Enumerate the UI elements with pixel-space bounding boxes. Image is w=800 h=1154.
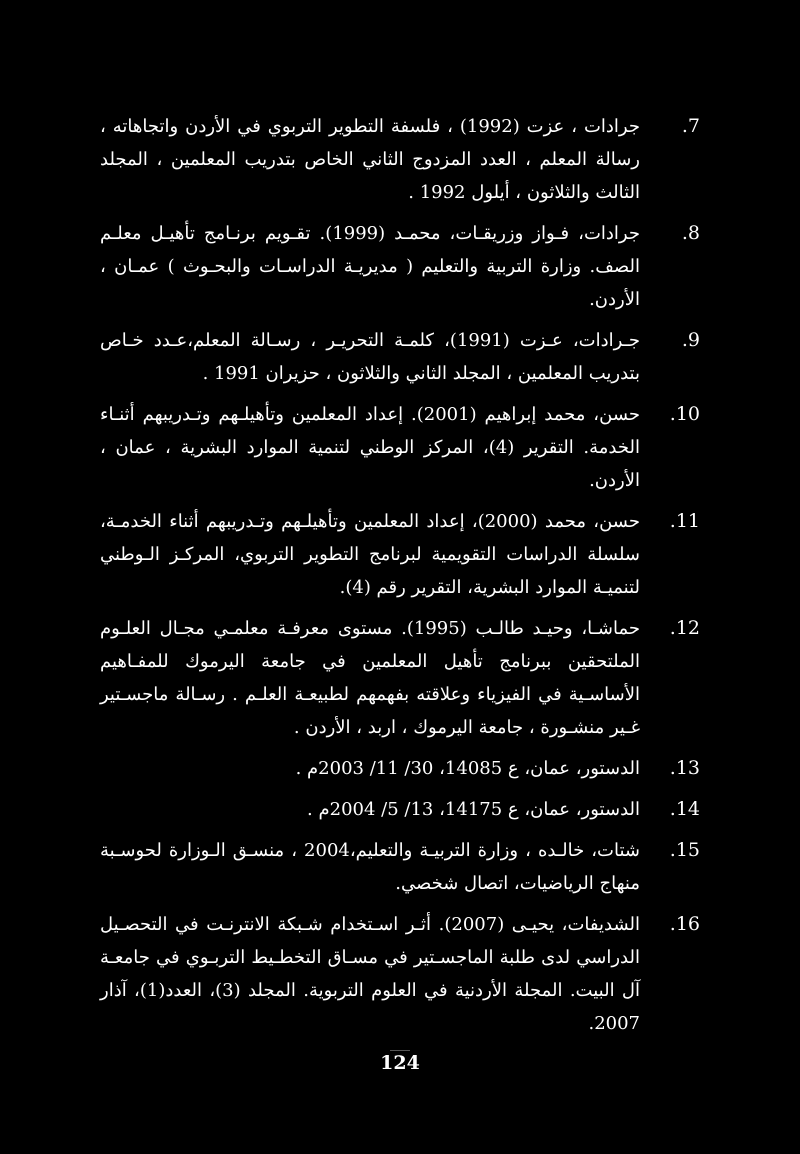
reference-text: حسن، محمد (2000)، إعداد المعلمين وتأهيلـهم وتـدريبهم أثناء الخدمـة، سلسلة الدراسات التقويمية لبرنامج التطوير التربوي، المركـز الـوطني لتنميـة الموارد البشرية، التقرير رقم (4). — [100, 511, 640, 598]
reference-item — [100, 908, 700, 1040]
reference-item — [100, 752, 700, 785]
reference-item — [100, 793, 700, 826]
reference-number: .16 — [669, 913, 700, 935]
reference-text: حماشـا، وحيـد طالـب (1995). مستوى معرفـة معلمـي مجـال العلـوم الملتحقين ببرنامج تأهيل المعلمين في جامعة اليرموك للمفـاهيم الأساسـية في الفيزياء وعلاقته بفهمهم لطبيعـة العلـم . رسـالة ماجسـتير غـير منشـورة ، جامعة اليرموك ، اربد ، الأردن . — [100, 618, 640, 738]
reference-item — [100, 398, 700, 497]
footer-divider — [390, 1050, 410, 1051]
reference-number: .15 — [669, 839, 700, 861]
reference-list — [100, 110, 700, 1048]
reference-text: الدستور، عمان، ع 14175، 13/ 5/ 2004م . — [307, 799, 640, 820]
reference-number: .11 — [669, 510, 700, 532]
reference-text: جـرادات، عـزت (1991)، كلمـة التحريـر ، رسـالة المعلم،عـدد خـاص بتدريب المعلمين ، المجلد الثاني والثلاثون ، حزيران 1991 . — [100, 330, 640, 384]
reference-number: .10 — [669, 403, 700, 425]
reference-item — [100, 505, 700, 604]
reference-item — [100, 834, 700, 900]
reference-item — [100, 217, 700, 316]
reference-text: جرادات ، عزت (1992) ، فلسفة التطوير التربوي في الأردن واتجاهاته ، رسالة المعلم ، العدد المزدوج الثاني الخاص بتدريب المعلمين ، المجلد الثالث والثلاثون ، أيلول 1992 . — [100, 116, 640, 203]
reference-text: الشديفات، يحيـى (2007). أثـر اسـتخدام شـبكة الانترنـت في التحصـيل الدراسي لدى طلبة الماجسـتير في مسـاق التخطـيط التربـوي في جامعـة آل البيت. المجلة الأردنية في العلوم التربوية. المجلد (3)، العدد(1)، آذار 2007. — [100, 914, 641, 1034]
reference-text: جرادات، فـواز وزريقـات، محمـد (1999). تقـويم برنـامج تأهيـل معلـم الصف. وزارة التربية والتعليم ( مديريـة الدراسـات والبحـوث ) عمـان ، الأردن. — [100, 223, 640, 310]
reference-text: حسن، محمد إبراهيم (2001). إعداد المعلمين وتأهيلـهم وتـدريبهم أثنـاء الخدمة. التقرير (4)، المركز الوطني لتنمية الموارد البشرية ، عمان ، الأردن. — [100, 404, 640, 491]
reference-number: .13 — [669, 757, 700, 779]
page-number: 124 — [380, 1052, 420, 1074]
reference-number: .7 — [681, 115, 700, 137]
reference-number: .8 — [681, 222, 700, 244]
reference-number: .9 — [681, 329, 700, 351]
reference-number: .14 — [669, 798, 700, 820]
reference-number: .12 — [669, 617, 700, 639]
reference-text: الدستور، عمان، ع 14085، 30/ 11/ 2003م . — [295, 758, 640, 779]
reference-text: شتات، خالـده ، وزارة التربيـة والتعليم،2004 ، منسـق الـوزارة لحوسـبة منهاج الرياضيات، اتصال شخصي. — [100, 840, 640, 894]
reference-item — [100, 324, 700, 390]
reference-item — [100, 612, 700, 744]
reference-item — [100, 110, 700, 209]
